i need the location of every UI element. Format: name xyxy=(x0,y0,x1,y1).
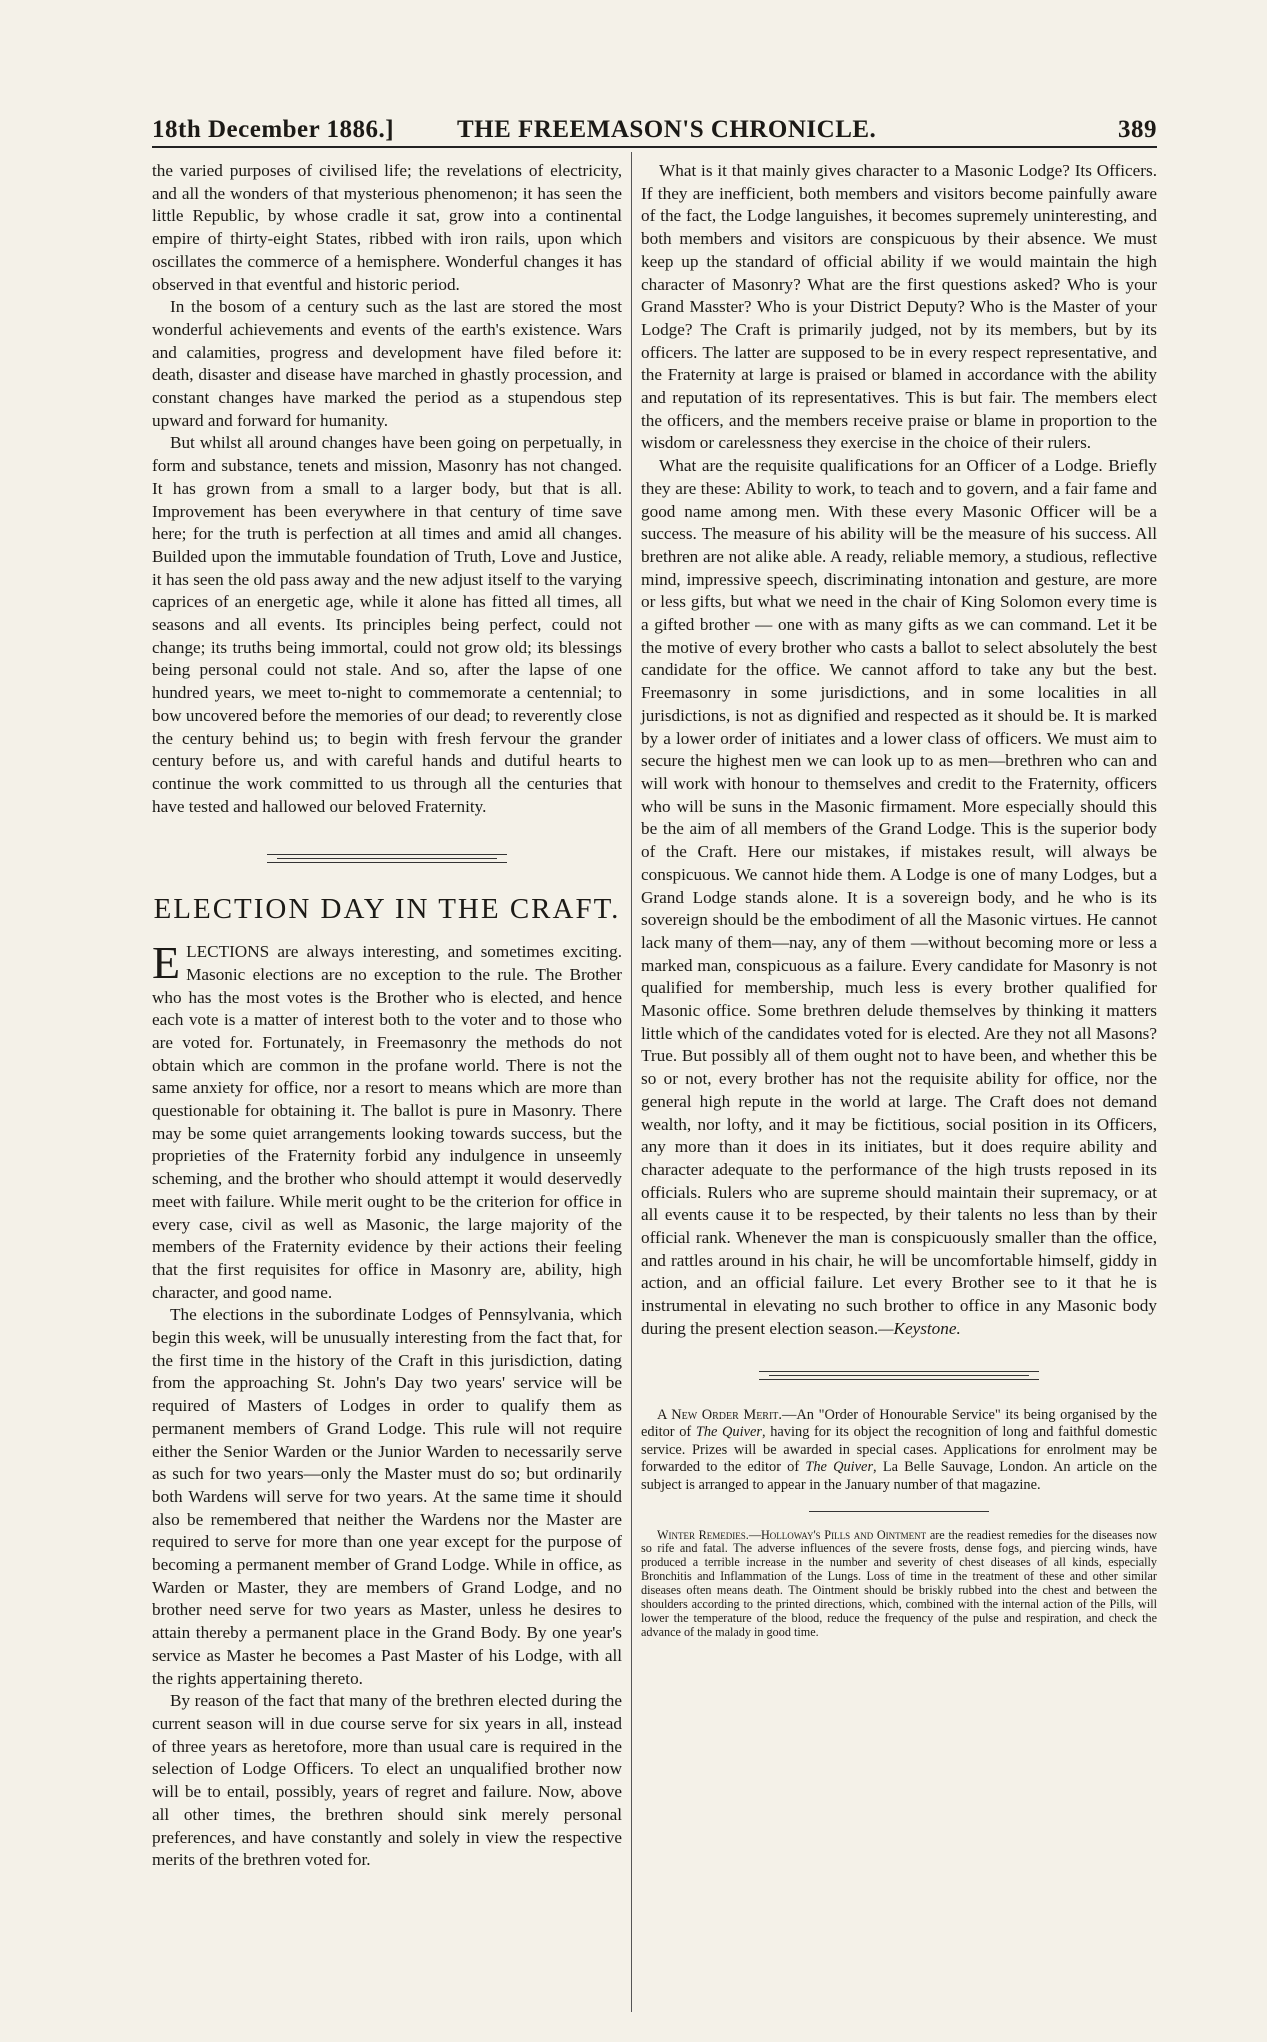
column-divider xyxy=(631,152,632,2012)
advert-text: are the readiest remedies for the diseases now so rife and fatal. The adverse influences of the severe frosts, dense fogs, and piercing winds, have produced a terrible increase in the number and severity of chest diseases of all kinds, especially Bronchitis and Inflammation of the Lungs. Loss of time in the treatment of these and other similar diseases often means death. The Ointment should be briskly rubbed into the chest and between the shoulders according to the printed directions, which, combined with the internal action of the Pills, will lower the temperature of the blood, reduce the frequency of the pulse and respiration, and check the advance of the malady in good time. xyxy=(641,1527,1157,1639)
article-paragraph xyxy=(641,455,1157,1340)
article-paragraph: the varied purposes of civilised life; the revelations of electricity, and all the wonders of that mysterious phenomenon; it has seen the little Republic, by whose cradle it sat, grow into a continental empire of thirty-eight States, ribbed with iron rails, upon which oscillates the commerce of a hemisphere. Wonderful changes it has observed in that eventful and historic period. xyxy=(152,161,622,294)
page-number: 389 xyxy=(1118,116,1157,143)
newspaper-title: THE FREEMASON'S CHRONICLE. xyxy=(457,116,877,143)
remedies-advertisement xyxy=(641,1529,1157,1640)
article-paragraph: What is it that mainly gives character to a Masonic Lodge? Its Officers. If they are inefficient, both members and visitors become painfully aware of the fact, the Lodge languishes, it becomes supremely uninteresting, and both members and visitors are conspicuous by their absence. We must keep up the standard of official ability if we would maintain the high character of Masonry? What are the first questions asked? Who is your Grand Masster? Who is your District Deputy? Who is the Master of your Lodge? The Craft is primarily judged, not by its members, but by its officers. The latter are supposed to be in every respect representative, and the Fraternity at large is praised or blamed in accordance with the ability and reputation of its representatives. This is but fair. The members elect the officers, and the members receive praise or blame in proportion to the wisdom or carelessness they exercise in the choice of their rulers. xyxy=(641,161,1157,453)
intro-text: LECTIONS are always interesting, and sometimes exciting. Masonic elections are no exception to the rule. The Brother who has the most votes is the Brother who is elected, and hence each vote is a matter of interest both to the voter and to those who are voted for. Fortunately, in Freemasonry the methods do not obtain which are common in the profane world. There is not the same anxiety for office, nor a resort to means which are more than questionable for obtaining it. The ballot is pure in Masonry. There may be some quiet arrangements looking towards success, but the proprieties of the Fraternity forbid any indulgence in unseemly scheming, and the brother who should attempt it would deservedly meet with failure. While merit ought to be the criterion for office in every case, civil as well as Masonic, the large majority of the members of the Fraternity evidence by their actions their feeling that the first requisites for office in Masonry are, ability, high character, and good name. xyxy=(152,942,622,1302)
note-separator xyxy=(759,1365,1039,1387)
left-column xyxy=(152,160,622,1872)
note-text: , La Belle Sauvage, London. An article on the subject is arranged to appear in the January number of that magazine. xyxy=(641,1459,1157,1493)
publication-name: The Quiver xyxy=(695,1424,762,1441)
article-paragraph: By reason of the fact that many of the brethren elected during the current season will in due course serve for six years in all, instead of three years as heretofore, more than usual care is required in the selection of Lodge Officers. To elect an unqualified brother now will be to entail, possibly, years of regret and failure. Now, above all other times, the brethren should sink merely personal preferences, and have constantly and solely in view the respective merits of the brethren voted for. xyxy=(152,1691,622,1870)
note-text: —An "Order of Honourable Service" its being organised by the editor of xyxy=(641,1406,1157,1441)
election-intro-paragraph xyxy=(152,937,622,1304)
right-column xyxy=(641,160,1157,1640)
note-lead: A New Order Merit. xyxy=(657,1406,783,1423)
article-paragraph: In the bosom of a century such as the last are stored the most wonderful achievements and events of the earth's existence. Wars and calamities, progress and development have filed before it: death, disaster and disease have marched in ghastly procession, and constant changes have marked the period as a stupendous step upward and forward for humanity. xyxy=(152,297,622,430)
note-separator xyxy=(809,1509,989,1515)
section-title: ELECTION DAY IN THE CRAFT. xyxy=(153,893,621,926)
article-paragraph: But whilst all around changes have been going on perpetually, in form and substance, tenets and mission, Masonry has not changed. It has grown from a small to a larger body, but that is all. Improvement has been everywhere in that century of time save here; for the truth is perfection at all times and amid all changes. Builded upon the immutable foundation of Truth, Love and Justice, it has seen the old pass away and the new adjust itself to the varying caprices of an energetic age, while it alone has fitted all times, all seasons and all events. Its principles being perfect, could not change; its truths being immortal, could not grow old; its blessings being personal could not stale. And so, after the lapse of one hundred years, we meet to-night to commemorate a centennial; to bow uncovered before the memories of our dead; to reverently close the century behind us; to begin with fresh fervour the grander century before us, and with careful hands and dutiful hearts to continue the work committed to us through all the centuries that have tested and hallowed our beloved Fraternity. xyxy=(152,433,622,816)
drop-cap: E xyxy=(152,937,181,989)
source-credit: —Keystone. xyxy=(878,1318,961,1338)
order-merit-note xyxy=(641,1407,1157,1495)
header-rule xyxy=(152,146,1157,148)
publication-name: The Quiver xyxy=(805,1459,874,1476)
issue-date: 18th December 1886.] xyxy=(152,116,395,143)
article-paragraph: The elections in the subordinate Lodges of Pennsylvania, which begin this week, will be unusually interesting from the fact that, for the first time in the history of the Craft in this jurisdiction, dating from the approaching St. John's Day two years' service will be required of Masters of Lodges in order to qualify them as permanent members of Grand Lodge. This rule will not require either the Senior Warden or the Junior Warden to necessarily serve as such for two years—only the Master must do so; but ordinarily both Wardens will serve for two years. At the same time it should also be remembered that neither the Wardens nor the Master are required to serve for more than one year except for the purpose of becoming a permanent member of Grand Lodge. While in office, as Warden or Master, they are members of Grand Lodge, and no brother need serve for two years as Master, unless he desires to attain thereby a permanent place in the Grand Body. By one year's service as Master he becomes a Past Master of his Lodge, with all the rights appertaining thereto. xyxy=(152,1305,622,1688)
paragraph-text: What are the requisite qualifications for an Officer of a Lodge. Briefly they are these: Ability to work, to teach and to govern, and a fair fame and good name among men. With these every Masonic Officer will be a success. The measure of his ability will be the measure of his success. All brethren are not alike able. A ready, reliable memory, a studious, reflective mind, impressive speech, discriminating intonation and gesture, are more or less gifts, but what we need in the chair of King Solomon every time is a gifted brother — one with as many gifts as we can command. Let it be the motive of every brother who casts a ballot to select absolutely the best candidate for the office. We cannot afford to take any but the best. Freemasonry in some jurisdictions, and in some localities in all jurisdictions, is not as dignified and respected as it should be. It is marked by a lower order of initiates and a lower class of officers. We must aim to secure the highest men we can look up to as men—brethren who can and will work with honour to themselves and credit to the Fraternity, officers who will be suns in the Masonic firmament. More especially should this be the aim of all members of the Grand Lodge. This is the superior body of the Craft. Here our mistakes, if mistakes result, will always be conspicuous. We cannot hide them. A Lodge is one of many Lodges, but a Grand Lodge stands alone. It is a sovereign body, and he who is its sovereign should be the embodiment of all the Masonic virtues. He cannot lack many of them—nay, any of them —without becoming more or less a marked man, conspicuous as a failure. Every candidate for Masonry is not qualified for membership, much less is every brother qualified for Masonic office. Some brethren delude themselves by thinking it matters little which of the candidates voted for is elected. Are they not all Masons? True. But possibly all of them ought not to have been, and whether this be so or not, every brother has not the requisite ability for office, nor the general high repute in the world at large. The Craft does not demand wealth, nor lofty, and it may be fictitious, social position in its Officers, any more than it does in its initiates, but it does require ability and character adequate to the performance of the high trusts reposed in its officials. Rulers who are supreme should maintain their supremacy, or at all events cause it to be respected, by their talents no less than by their official rank. Whenever the man is conspicuously smaller than the office, and rattles around in his chair, he will be uncomfortable himself, giddy in action, and an official failure. Let every Brother see to it that he is instrumental in elevating no such brother to office in any Masonic body during the present election season. xyxy=(641,456,1157,1338)
note-text: , having for its object the recognition of long and faithful domestic service. Prizes will be awarded in special cases. Applications for enrolment may be forwarded to the editor of xyxy=(641,1424,1157,1476)
advert-lead: Winter Remedies.—Holloway's Pills and Ointment xyxy=(657,1527,927,1542)
section-ornament xyxy=(267,848,507,870)
page-header xyxy=(152,110,1157,150)
